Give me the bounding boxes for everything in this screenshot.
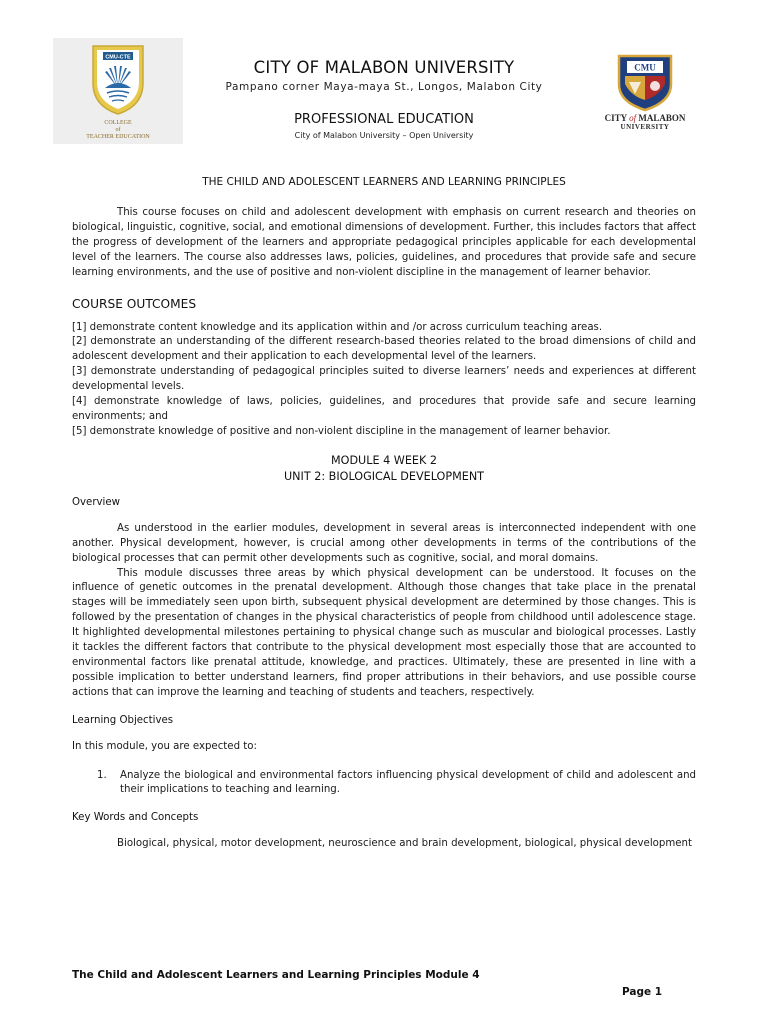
- subunit-name: City of Malabon University – Open University: [294, 131, 474, 140]
- department-name: PROFESSIONAL EDUCATION: [294, 112, 474, 127]
- overview-paragraph: As understood in the earlier modules, development in several areas is interconnected independent with one another. Physical development, however, is crucial among other developments in terms of the contributions of the biological processes that can permit other developments such as cognitive, social, and moral domains.: [72, 522, 696, 564]
- keywords-heading: Key Words and Concepts: [72, 812, 199, 824]
- document-body: [72, 176, 696, 852]
- outcomes-heading: COURSE OUTCOMES: [72, 296, 197, 311]
- course-description: This course focuses on child and adolescent development with emphasis on current research and theories on biological, linguistic, cognitive, social, and emotional dimensions of development. Further, this includes factors that affect the progress of development of the learners and appropriate pedagogical principles applicable for each developmental level of the learners. The course also addresses laws, policies, guidelines, and procedures that provide safe and secure learning environments, and the use of positive and non-violent discipline in the management of learner behavior.: [72, 207, 696, 278]
- college-caption-line3: TEACHER EDUCATION: [86, 134, 150, 140]
- outcome-item: [2] demonstrate an understanding of the different research-based theories related to the broad dimensions of child and adolescent development and their application to each developmental level of the learners.: [72, 336, 696, 363]
- outcome-item: [1] demonstrate content knowledge and its application within and /or across curriculum teaching areas.: [72, 321, 603, 333]
- footer-course-title: The Child and Adolescent Learners and Learning Principles Module 4: [72, 969, 480, 981]
- unit-title: UNIT 2: BIOLOGICAL DEVELOPMENT: [283, 470, 485, 484]
- wordmark-city: CITY: [604, 113, 627, 123]
- objective-item: [72, 769, 696, 799]
- college-caption-line1: COLLEGE: [104, 120, 132, 126]
- document-title: THE CHILD AND ADOLESCENT LEARNERS AND LEARNING PRINCIPLES: [202, 176, 566, 188]
- college-seal-icon: [83, 38, 153, 118]
- university-name: CITY OF MALABON UNIVERSITY: [253, 58, 515, 77]
- overview-paragraph: This module discusses three areas by which physical development can be understood. It focuses on the influence of genetic outcomes in the prenatal development. Although those changes that take place in the prenatal stages will be immediately seen upon birth, subsequent physical development are determined by those changes. This is followed by the presentation of changes in the physical characteristics of people from childhood until adolescence stage. It highlighted developmental milestones pertaining to physical change such as muscular and biological processes. Lastly it tackles the different factors that contribute to the physical development most especially those that are accounted to environmental factors like prenatal attitude, knowledge, and practices. Ultimately, these are presented in line with a possible implication to better understand learners, find proper attributions in their behaviors, and use possible course actions that can improve the learning and teaching of students and teachers, respectively.: [72, 567, 696, 698]
- objective-text: Analyze the biological and environmental factors influencing physical development of child and adolescent and their implications to teaching and learning.: [120, 769, 696, 796]
- objective-number: 1.: [97, 769, 107, 781]
- university-seal-icon: [613, 52, 677, 112]
- outcomes-list: [72, 321, 696, 440]
- outcome-item: [3] demonstrate understanding of pedagogical principles suited to diverse learners’ needs and experiences at different developmental levels.: [72, 366, 696, 393]
- college-caption-line2: of: [115, 127, 121, 133]
- outcome-item: [4] demonstrate knowledge of laws, policies, guidelines, and procedures that provide safe and secure learning environments; and: [72, 396, 696, 422]
- wordmark-name: MALABON: [638, 113, 686, 123]
- university-wordmark-sub: UNIVERSITY: [620, 123, 670, 131]
- wordmark-of: of: [629, 113, 637, 123]
- university-address: Pampano corner Maya-maya St., Longos, Malabon City: [225, 81, 543, 93]
- university-wordmark: [605, 114, 686, 123]
- keywords-text: Biological, physical, motor development, neuroscience and brain development, biological, physical development: [117, 838, 693, 850]
- university-logo: [597, 52, 693, 152]
- objectives-intro: In this module, you are expected to:: [72, 740, 257, 752]
- module-heading: [72, 453, 696, 486]
- module-week: MODULE 4 WEEK 2: [330, 453, 437, 467]
- objectives-heading: Learning Objectives: [72, 714, 174, 726]
- overview-heading: Overview: [72, 496, 120, 508]
- college-badge-text: CMU-CTE: [105, 54, 131, 61]
- university-badge-text: CMU: [634, 62, 656, 73]
- page-number: Page 1: [622, 986, 663, 998]
- outcome-item: [5] demonstrate knowledge of positive and non-violent discipline in the management of learner behavior.: [72, 425, 611, 437]
